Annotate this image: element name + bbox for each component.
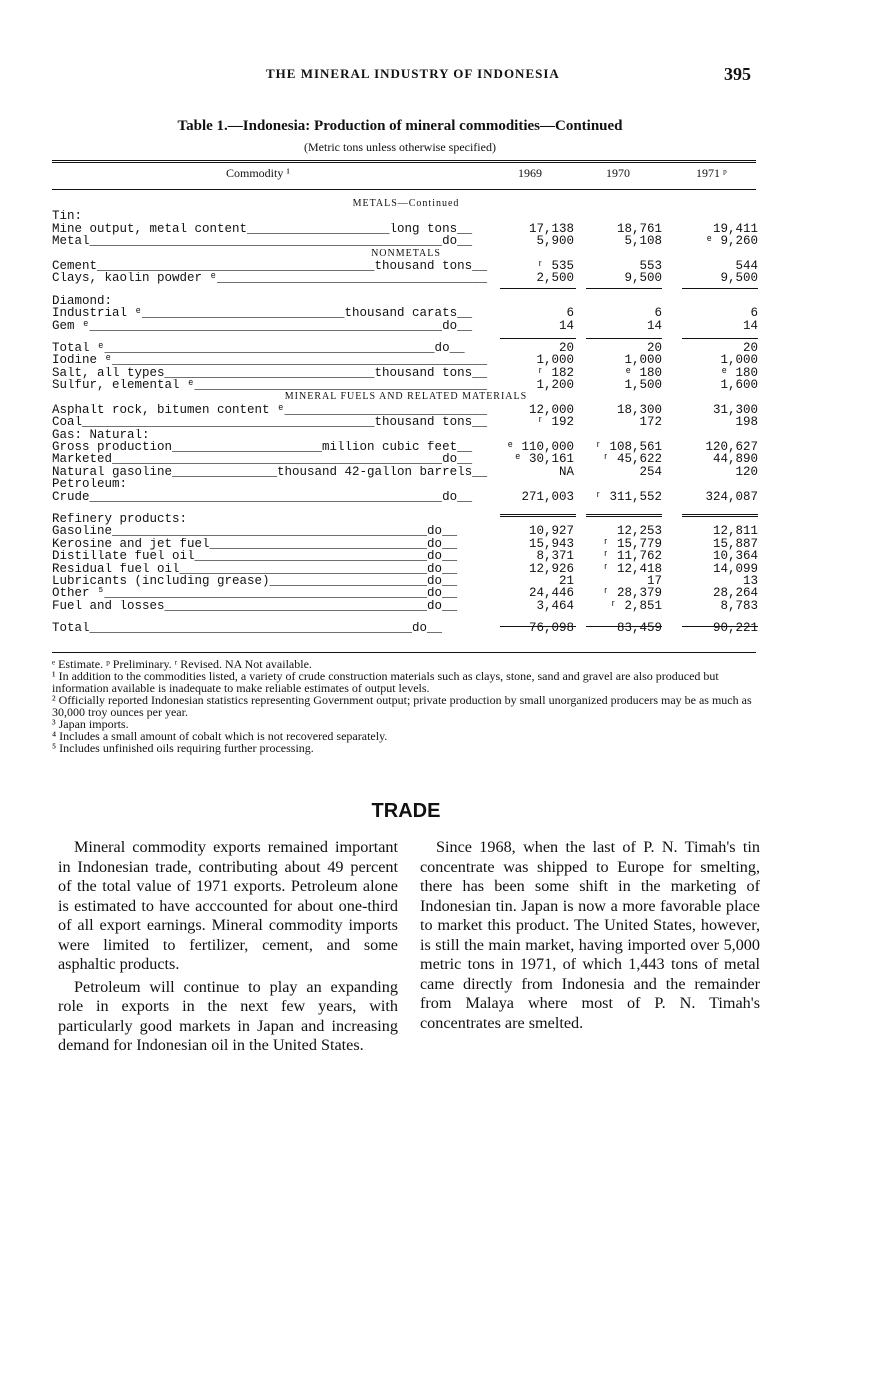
value-1969: 14 [558,318,574,333]
table-row [52,272,760,284]
commodity-label: Cement_____________________________________thousand tons__ [52,259,488,273]
value-1969: 12,000 [528,402,574,417]
table-row [52,307,760,319]
value-1971: 13 [742,573,758,588]
commodity-label: Petroleum: [52,478,128,491]
commodity-label: Total___________________________________________do__ [52,622,443,635]
value-1971: 19,411 [712,221,758,236]
paragraph: Since 1968, when the last of P. N. Timah's tin concentrate was shipped to Europe for smelting, there has been some shift in the marketing of Indonesian tin. Japan is now a more favorable place to market this product. The United States, however, is still the main market, having imported over 5,000 metric tons in 1971, of which 1,443 tons of metal came directly from Indonesia and the remainder from Malaya where most of P. N. Timah's concentrates are smelted. [420,838,760,1032]
value-1971: 6 [750,306,758,321]
value-1969: 21 [558,573,574,588]
value-1971: 9,500 [720,271,758,286]
commodity-label: Iodine ᵉ__________________________________________________ [52,354,488,367]
commodity-label: Mine output, metal content___________________long tons__ [52,222,473,236]
value-1969: 5,900 [536,234,574,249]
table-section-heading: NONMETALS [371,247,441,259]
value-1970: 254 [639,464,662,479]
value-1971: 28,264 [712,586,758,601]
paragraph: Mineral commodity exports remained important in Indonesian trade, contributing about 49 percent of the total value of 1971 exports. Petroleum alone is estimated to have acccounted for about one-third of all export earnings. Mineral commodity imports were limited to fertilizer, cement, and some asphaltic products. [58,838,398,973]
commodity-label: Natural gasoline______________thousand 42-gallon barrels__ [52,465,488,479]
value-1970: ʳ 311,552 [594,489,662,504]
value-1971: ᵉ 180 [720,365,758,380]
commodity-label: Coal_______________________________________thousand tons__ [52,416,488,429]
value-1970: ᵉ 180 [624,365,662,380]
value-1969: 271,003 [521,489,574,504]
table-row [52,320,760,332]
table-subtitle: (Metric tons unless otherwise specified) [304,140,496,154]
value-1971: 31,300 [712,402,758,417]
footnotes [52,658,764,754]
commodity-label: Distillate fuel oil_______________________________do__ [52,550,458,563]
value-1970: ʳ 108,561 [594,440,662,455]
text-column-right [420,838,760,1036]
subtotal-rule [682,288,758,289]
value-1969: 17,138 [528,221,574,236]
value-1971: 1,600 [720,378,758,393]
value-1971: 10,364 [712,549,758,564]
value-1971: 90,221 [712,621,758,636]
table-row [52,354,760,366]
table-title: Table 1.—Indonesia: Production of mineral commodities—Continued [177,118,623,134]
value-1969: 1,000 [536,353,574,368]
subtotal-rule [682,338,758,339]
table-row [52,379,760,391]
commodity-label: Clays, kaolin powder ᵉ____________________________________ [52,272,488,285]
header-1970: 1970 [606,166,630,180]
running-head: THE MINERAL INDUSTRY OF INDONESIA [266,66,560,81]
row-spacer [52,503,760,513]
commodity-label: Asphalt rock, bitumen content ᵉ___________________________ [52,403,488,417]
page-number: 395 [724,64,751,84]
value-1969: ʳ 182 [536,365,574,380]
subtotal-rule [500,514,576,517]
table-row [52,466,760,478]
footnote: ⁴ Includes a small amount of cobalt which is not recovered separately. [52,729,388,743]
value-1970: 18,300 [616,402,662,417]
table-section-heading: METALS—Continued [352,198,460,209]
subtotal-rule [586,514,662,517]
section-heading-trade: TRADE [371,800,441,822]
value-1971: 8,783 [720,598,758,613]
table-row [52,550,760,562]
value-1969: 20 [558,340,574,355]
value-1971: 1,000 [720,353,758,368]
commodity-label: Industrial ᵉ___________________________thousand carats__ [52,307,473,320]
table-top-rule [52,160,756,163]
value-1970: 9,500 [624,271,662,286]
footnote: ² Officially reported Indonesian statistics representing Government output; private production by small unorganized producers may be as much as 30,000 troy ounces per year. [52,693,752,719]
footnote: ⁵ Includes unfinished oils requiring further processing. [52,741,314,755]
table-row [52,600,760,612]
header-commodity: Commodity ¹ [226,166,290,180]
value-1970: 14 [646,318,662,333]
paragraph: Petroleum will continue to play an expanding role in exports in the next few years, with particularly good markets in Japan and increasing demand for Indonesian oil in the United States. [58,977,398,1054]
value-1970: 553 [639,258,662,273]
text-column-left [58,838,398,1059]
value-1970: ʳ 28,379 [601,586,662,601]
value-1969: 76,098 [528,621,574,636]
value-1970: 17 [646,573,662,588]
table-row [52,525,760,537]
value-1971: 20 [742,340,758,355]
commodity-label: Salt, all types____________________________thousand tons__ [52,366,488,380]
value-1969: 1,200 [536,378,574,393]
table-row [52,235,760,247]
table-bottom-rule [52,652,756,653]
commodity-label: Diamond: [52,294,113,308]
value-1969: 15,943 [528,536,574,551]
commodity-label: Sulfur, elemental ᵉ_______________________________________ [52,379,488,392]
value-1970: 83,459 [616,621,662,636]
commodity-label: Residual fuel oil_________________________________do__ [52,562,458,575]
value-1970: 20 [646,340,662,355]
commodity-label: Refinery products: [52,512,188,526]
commodity-label: Crude_______________________________________________do__ [52,490,473,503]
value-1971: 44,890 [712,452,758,467]
subtotal-rule [586,338,662,339]
value-1969: 3,464 [536,598,574,613]
value-1970: 18,761 [616,221,662,236]
table-row [52,478,760,490]
value-1969: 8,371 [536,549,574,564]
value-1970: 172 [639,415,662,430]
value-1969: ʳ 535 [536,258,574,273]
subtotal-rule [500,338,576,339]
value-1970: 1,000 [624,353,662,368]
subtotal-rule [500,288,576,289]
table-row [52,453,760,465]
value-1970: ʳ 11,762 [601,549,662,564]
commodity-label: Marketed____________________________________________do__ [52,453,473,466]
value-1970: ʳ 15,779 [601,536,662,551]
value-1969: 10,927 [528,524,574,539]
value-1969: 2,500 [536,271,574,286]
value-1971: 14 [742,318,758,333]
table-row [52,210,760,222]
value-1971: 198 [735,415,758,430]
subtotal-rule [586,288,662,289]
commodity-label: Tin: [52,210,83,223]
value-1969: ʳ 192 [536,415,574,430]
commodity-label: Fuel and losses___________________________________do__ [52,599,458,613]
commodity-label: Lubricants (including grease)_____________________do__ [52,574,458,588]
table-row [52,491,760,503]
commodity-label: Gross production____________________million cubic feet__ [52,441,473,454]
table-row [52,416,760,428]
value-1970: 6 [654,306,662,321]
table-row [52,587,760,599]
value-1971: 544 [735,258,758,273]
value-1971: 324,087 [705,489,758,504]
value-1969: 12,926 [528,561,574,576]
table-section-heading: MINERAL FUELS AND RELATED MATERIALS [284,391,528,403]
subtotal-rule [682,514,758,517]
value-1970: ʳ 45,622 [601,452,662,467]
value-1971: 12,811 [712,524,758,539]
table-row [52,622,760,634]
value-1971: 120 [735,464,758,479]
footnote: ¹ In addition to the commodities listed, a variety of crude construction materials such as clays, stone, sand and gravel are also produced but information available is inadequate to make reliable estimates of output levels. [52,669,719,695]
subtotal-rule [682,626,758,627]
value-1969: NA [558,464,574,479]
footnote: ³ Japan imports. [52,717,129,731]
commodity-label: Gas: Natural: [52,428,150,442]
value-1969: 24,446 [528,586,574,601]
commodity-label: Other ⁵___________________________________________do__ [52,587,458,600]
commodity-label: Gasoline__________________________________________do__ [52,525,458,538]
commodity-label: Kerosine and jet fuel_____________________________do__ [52,537,458,551]
value-1970: 5,108 [624,234,662,249]
subtotal-rule [586,626,662,627]
footnote-legend: ᵉ Estimate. ᵖ Preliminary. ʳ Revised. NA Not available. [52,657,312,671]
value-1969: 6 [566,306,574,321]
value-1971: ᵉ 9,260 [705,234,758,249]
row-spacer [52,285,760,295]
value-1970: 1,500 [624,378,662,393]
value-1970: ʳ 2,851 [609,598,662,613]
value-1971: 120,627 [705,440,758,455]
subtotal-rule [500,626,576,627]
production-table [52,198,760,635]
header-1971: 1971 ᵖ [696,166,727,180]
commodity-label: Total ᵉ____________________________________________do__ [52,341,465,355]
value-1969: ᵉ 110,000 [506,440,574,455]
value-1969: ᵉ 30,161 [513,452,574,467]
header-1969: 1969 [518,166,542,180]
commodity-label: Gem ᵉ_______________________________________________do__ [52,319,473,332]
value-1970: 12,253 [616,524,662,539]
table-header-rule [52,189,756,190]
value-1971: 14,099 [712,561,758,576]
value-1970: ʳ 12,418 [601,561,662,576]
value-1971: 15,887 [712,536,758,551]
commodity-label: Metal_______________________________________________do__ [52,235,473,248]
